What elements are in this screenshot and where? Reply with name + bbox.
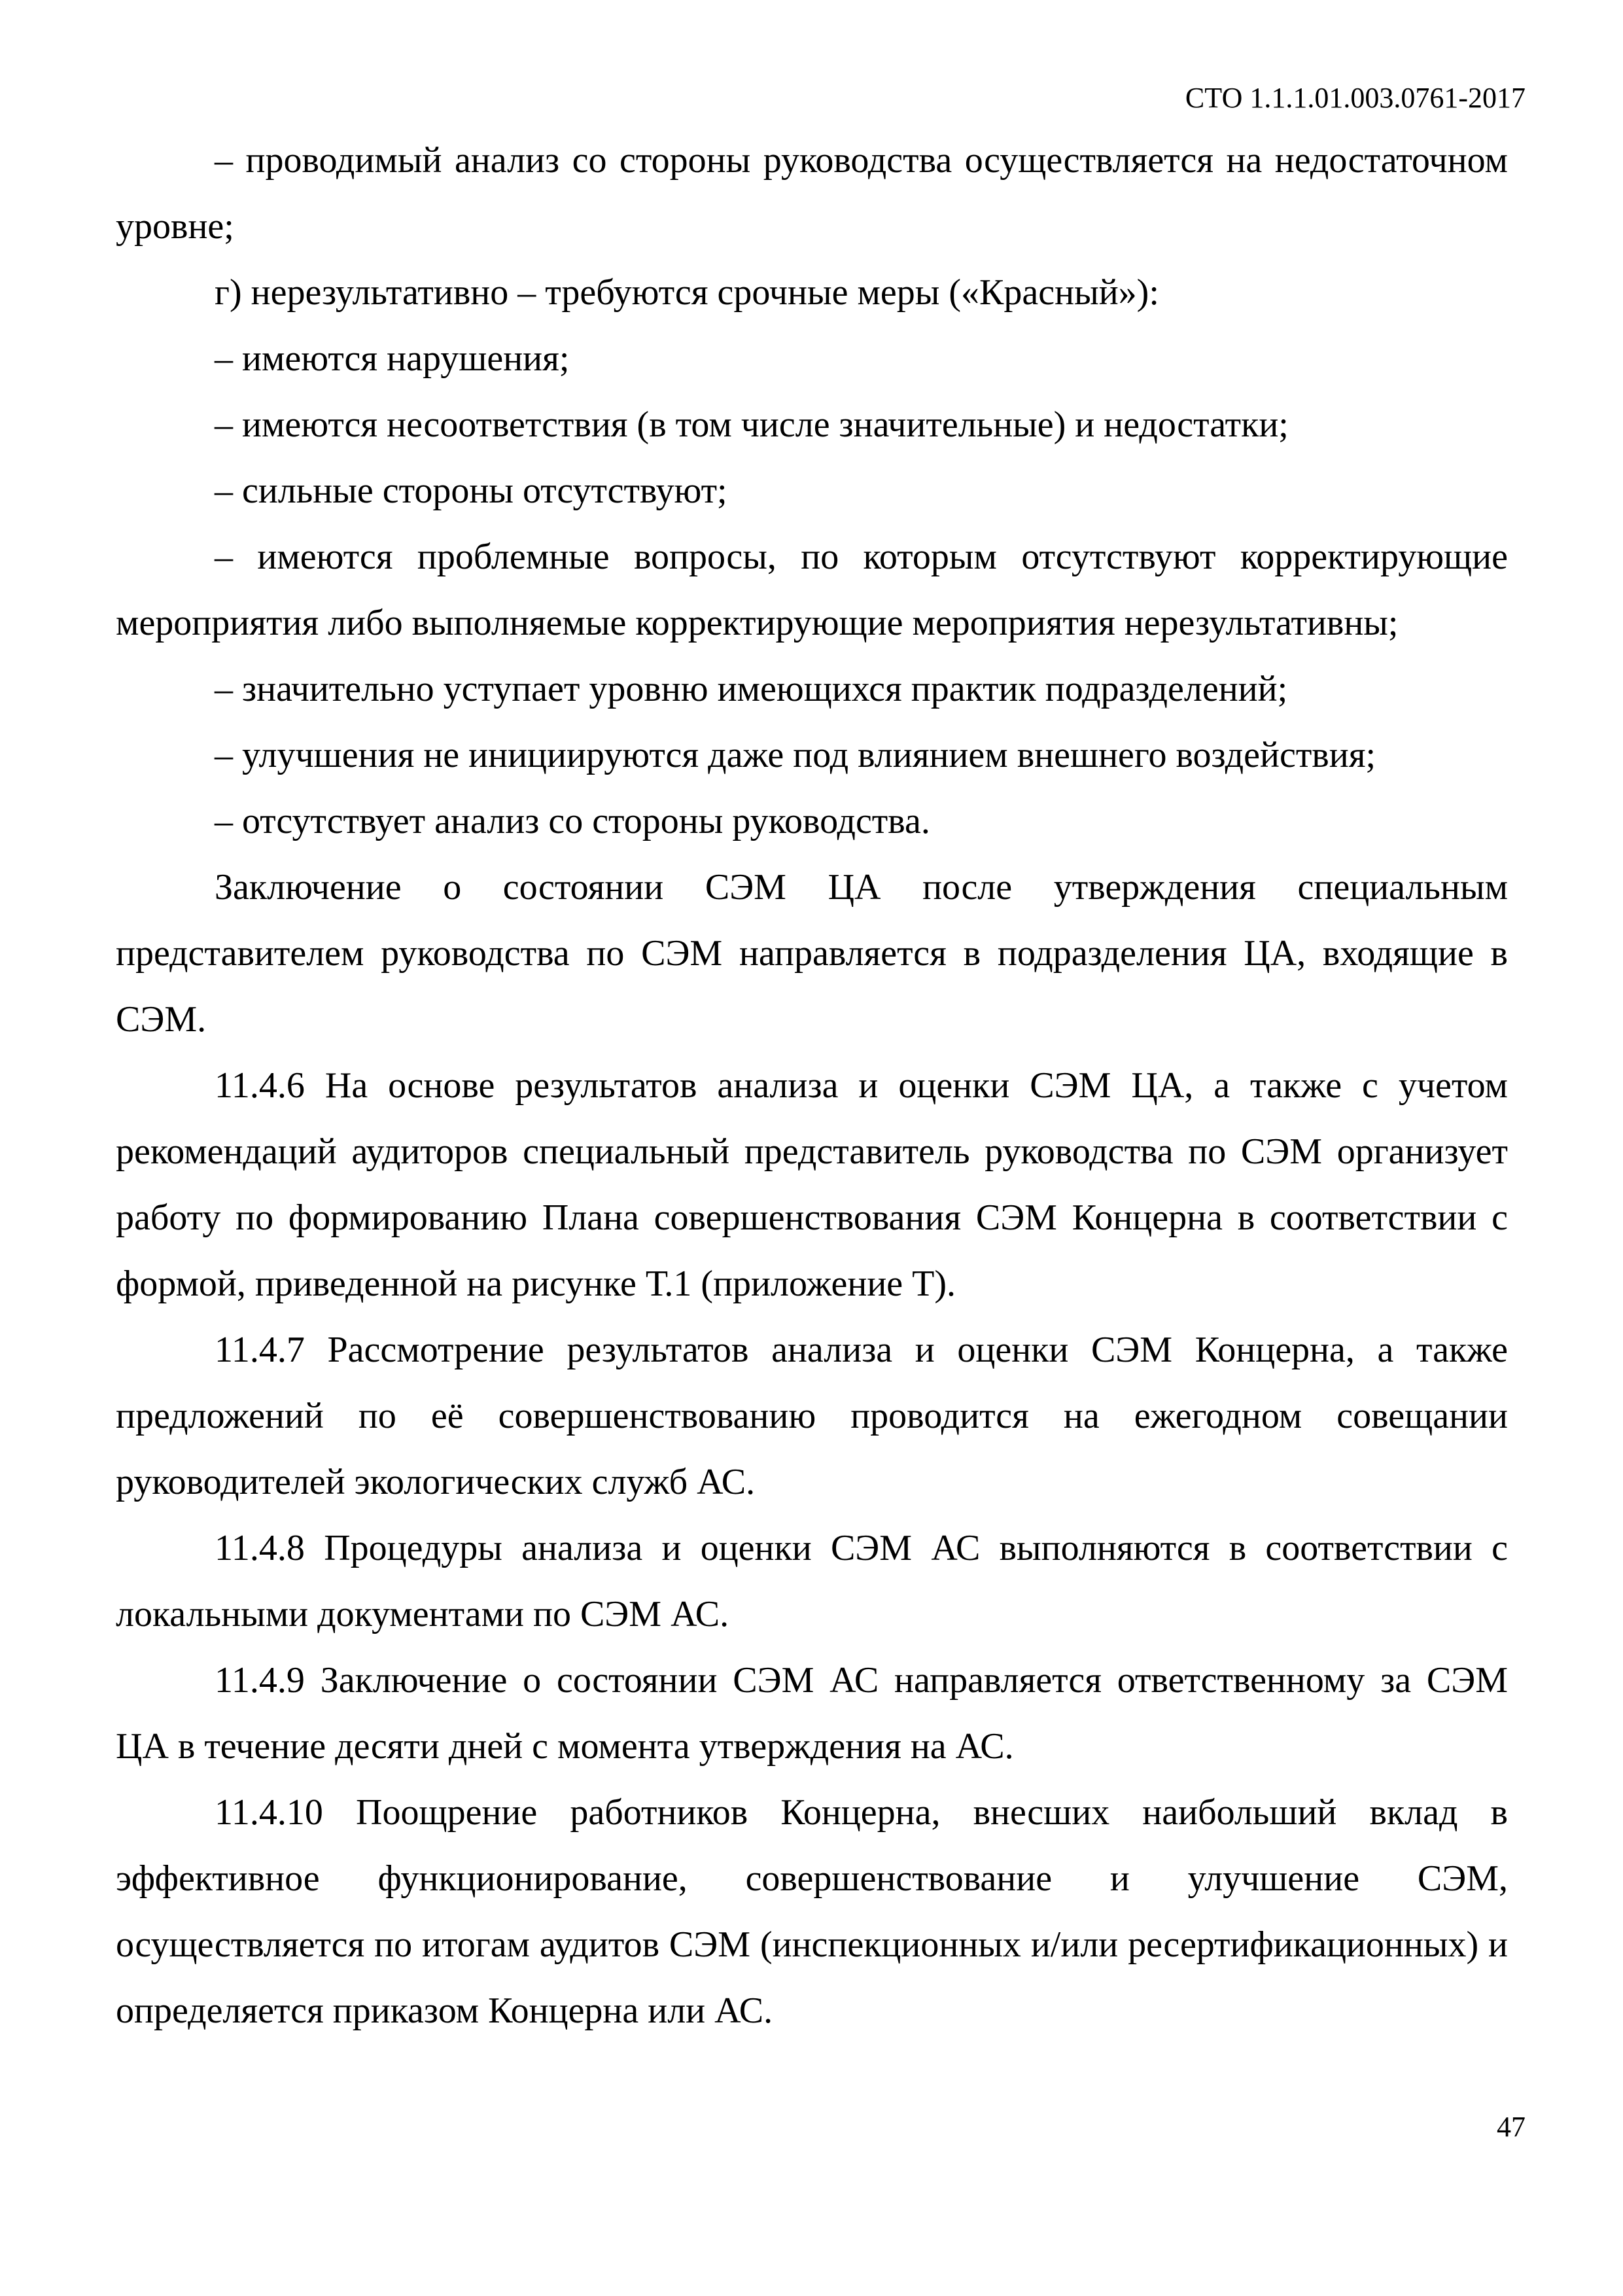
list-item: – имеются нарушения;: [215, 338, 570, 379]
list-item: – имеются проблемные вопросы, по которым отсутствуют корректирующие мероприятия либо выполняемые корректирующие мероприятия нерезультативны;: [116, 537, 1508, 643]
paragraph: г) нерезультативно – требуются срочные меры («Красный»):: [215, 272, 1159, 313]
document-code-header: СТО 1.1.1.01.003.0761-2017: [1185, 82, 1526, 114]
page-number: 47: [1497, 2111, 1526, 2143]
clause-11-4-8: 11.4.8 Процедуры анализа и оценки СЭМ АС выполняются в соответствии с локальными документами по СЭМ АС.: [116, 1528, 1508, 1634]
clause-11-4-6: 11.4.6 На основе результатов анализа и оценки СЭМ ЦА, а также с учетом рекомендаций аудиторов специальный представитель руководства по СЭМ организует работу по формированию Плана совершенствования СЭМ Концерна в соответствии с формой, приведенной на рисунке Т.1 (приложение Т).: [116, 1065, 1508, 1304]
list-item: – сильные стороны отсутствуют;: [215, 470, 727, 511]
document-body: [116, 128, 1508, 2044]
clause-11-4-7: 11.4.7 Рассмотрение результатов анализа и оценки СЭМ Концерна, а также предложений по её совершенствованию проводится на ежегодном совещании руководителей экологических служб АС.: [116, 1330, 1508, 1502]
list-item: – имеются несоответствия (в том числе значительные) и недостатки;: [215, 404, 1289, 445]
list-item: – отсутствует анализ со стороны руководства.: [215, 801, 930, 841]
paragraph: Заключение о состоянии СЭМ ЦА после утверждения специальным представителем руководства по СЭМ направляется в подразделения ЦА, входящие в СЭМ.: [116, 867, 1508, 1040]
clause-11-4-9: 11.4.9 Заключение о состоянии СЭМ АС направляется ответственному за СЭМ ЦА в течение десяти дней с момента утверждения на АС.: [116, 1660, 1508, 1767]
clause-11-4-10: 11.4.10 Поощрение работников Концерна, внесших наибольший вклад в эффективное функционирование, совершенствование и улучшение СЭМ, осуществляется по итогам аудитов СЭМ (инспекционных и/или ресертификационных) и определяется приказом Концерна или АС.: [116, 1792, 1508, 2031]
paragraph: – проводимый анализ со стороны руководства осуществляется на недостаточном уровне;: [116, 140, 1508, 247]
list-item: – значительно уступает уровню имеющихся практик подразделений;: [215, 669, 1288, 709]
list-item: – улучшения не инициируются даже под влиянием внешнего воздействия;: [215, 735, 1376, 775]
